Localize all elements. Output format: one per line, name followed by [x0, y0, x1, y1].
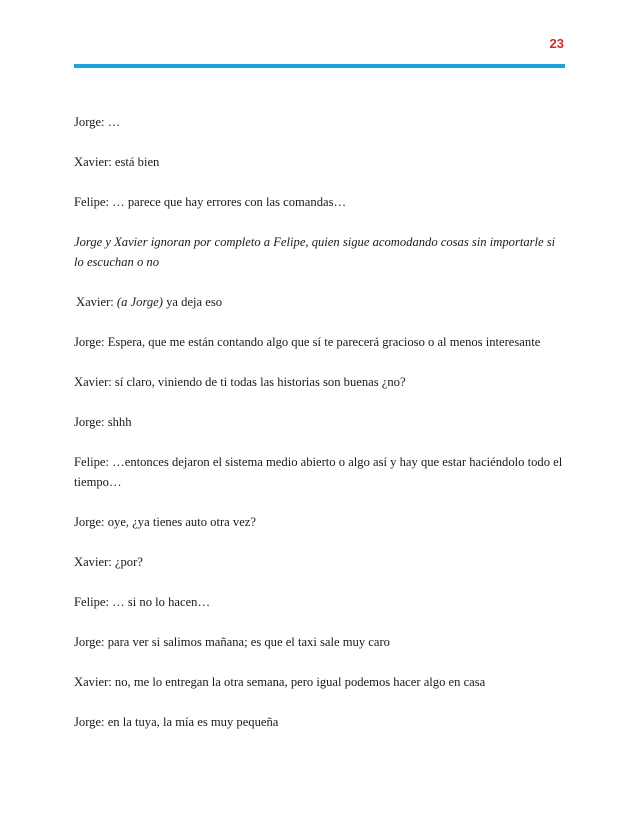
dialogue-text: shhh [107, 415, 132, 429]
dialogue-text: ¿por? [114, 555, 143, 569]
dialogue-line [74, 712, 564, 732]
speaker: Felipe: [74, 195, 109, 209]
dialogue-text: … [107, 115, 121, 129]
dialogue-text: sí claro, viniendo de ti todas las historias son buenas ¿no? [114, 375, 406, 389]
speaker: Jorge: [74, 115, 105, 129]
speaker: Jorge: [74, 415, 105, 429]
dialogue-line [74, 112, 564, 132]
speaker: Jorge: [74, 635, 105, 649]
dialogue-line [74, 632, 564, 652]
speaker: Xavier: [76, 295, 114, 309]
dialogue-text: está bien [114, 155, 160, 169]
dialogue-line [74, 412, 564, 432]
dialogue-text: …entonces dejaron el sistema medio abierto o algo así y hay que estar haciéndolo todo el tiempo… [74, 455, 563, 489]
dialogue-text: para ver si salimos mañana; es que el taxi sale muy caro [107, 635, 390, 649]
dialogue-line [74, 592, 564, 612]
dialogue-line [74, 452, 564, 492]
speaker: Felipe: [74, 455, 109, 469]
speaker: Jorge: [74, 715, 105, 729]
dialogue-text: no, me lo entregan la otra semana, pero igual podemos hacer algo en casa [114, 675, 486, 689]
header-rule [74, 64, 565, 68]
page-number: 23 [549, 36, 564, 51]
dialogue-line [74, 672, 564, 692]
speaker: Xavier: [74, 675, 112, 689]
speaker: Jorge: [74, 515, 105, 529]
aside: (a Jorge) [116, 295, 163, 309]
speaker: Felipe: [74, 595, 109, 609]
speaker: Jorge: [74, 335, 105, 349]
dialogue-line [74, 512, 564, 532]
speaker: Xavier: [74, 375, 112, 389]
dialogue-text: en la tuya, la mía es muy pequeña [107, 715, 279, 729]
dialogue-line [74, 192, 564, 212]
speaker: Xavier: [74, 155, 112, 169]
dialogue-text: … parece que hay errores con las comandas… [112, 195, 347, 209]
dialogue-text: Espera, que me están contando algo que sí te parecerá gracioso o al menos interesante [107, 335, 541, 349]
speaker: Xavier: [74, 555, 112, 569]
dialogue-text: … si no lo hacen… [112, 595, 211, 609]
dialogue-text: ya deja eso [166, 295, 223, 309]
dialogue-text: oye, ¿ya tienes auto otra vez? [107, 515, 256, 529]
dialogue-line [74, 372, 564, 392]
dialogue-line [74, 152, 564, 172]
dialogue-line [74, 332, 564, 352]
script-body [74, 112, 564, 752]
dialogue-line [74, 552, 564, 572]
stage-direction: Jorge y Xavier ignoran por completo a Felipe, quien sigue acomodando cosas sin importarle si lo escuchan o no [74, 235, 556, 269]
dialogue-line [74, 292, 564, 312]
